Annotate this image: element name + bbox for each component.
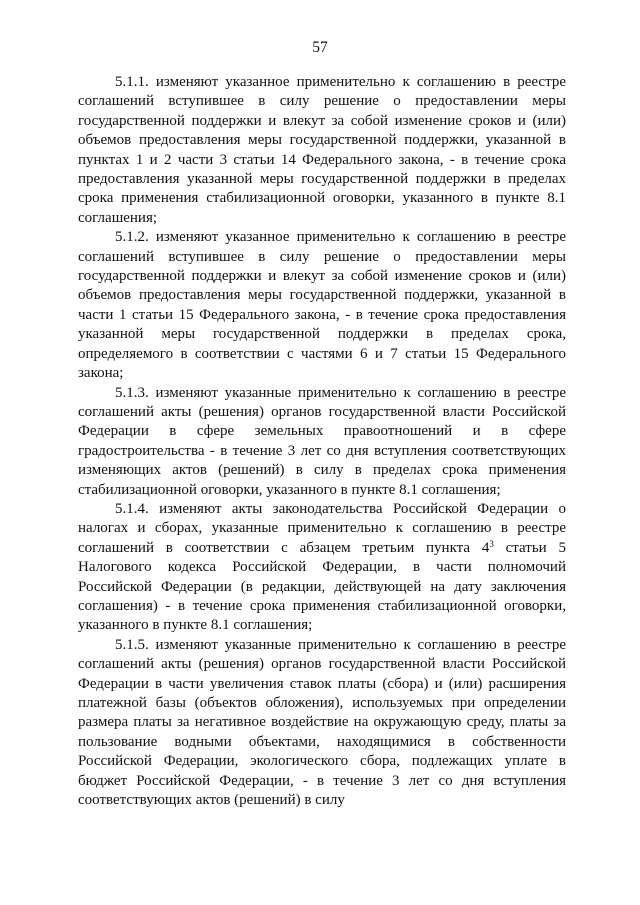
paragraph-5-1-4 — [78, 500, 566, 636]
paragraph-5-1-4-part-2: статьи 5 Налогового кодекса Российской Федерации, в части полномочий Российской Федерации (в редакции, действующей на дату заключения соглашения) - в течение срока применения стабилизационной оговорки, указанного в пункте 8.1 соглашения; — [78, 539, 566, 634]
page-number: 57 — [312, 39, 328, 56]
document-body — [78, 73, 566, 810]
paragraph-5-1-1: 5.1.1. изменяют указанное применительно к соглашению в реестре соглашений вступившее в силу решение о предоставлении меры государственной поддержки и влекут за собой изменение сроков и (или) объемов предоставления меры государственной поддержки, указанной в пунктах 1 и 2 части 3 статьи 14 Федерального закона, - в течение срока предоставления указанной меры государственной поддержки в пределах срока применения стабилизационной оговорки, указанного в пункте 8.1 соглашения; — [78, 74, 566, 226]
paragraph-5-1-2: 5.1.2. изменяют указанное применительно к соглашению в реестре соглашений вступившее в силу решение о предоставлении меры государственной поддержки и влекут за собой изменение сроков и (или) объемов предоставления меры государственной поддержки, указанной в части 1 статьи 15 Федерального закона, - в течение срока предоставления указанной меры государственной поддержки в пределах срока, определяемого в соответствии с частями 6 и 7 статьи 15 Федерального закона; — [78, 229, 566, 382]
paragraph-5-1-5: 5.1.5. изменяют указанные применительно к соглашению в реестре соглашений акты (решения) органов государственной власти Российской Федерации в части увеличения ставок платы (сбора) и (или) расширения платежной базы (объектов обложения), используемых при определении размера платы за негативное воздействие на окружающую среду, платы за пользование водными объектами, находящимися в собственности Российской Федерации, экологического сбора, подлежащих уплате в бюджет Российской Федерации, - в течение 3 лет со дня вступления соответствующих актов (решений) в силу — [78, 636, 566, 809]
paragraph-5-1-4-part-1: 5.1.4. изменяют акты законодательства Российской Федерации о налогах и сборах, указанные применительно к соглашению в реестре соглашений в соответствии с абзацем третьим пункта 4 — [78, 500, 566, 556]
paragraph-5-1-3: 5.1.3. изменяют указанные применительно к соглашению в реестре соглашений акты (решения) органов государственной власти Российской Федерации в сфере земельных правоотношений и в сфере градостроительства - в течение 3 лет со дня вступления соответствующих изменяющих актов (решений) в силу в пределах срока применения стабилизационной оговорки, указанного в пункте 8.1 соглашения; — [78, 384, 566, 498]
superscript-3: 3 — [489, 538, 494, 549]
